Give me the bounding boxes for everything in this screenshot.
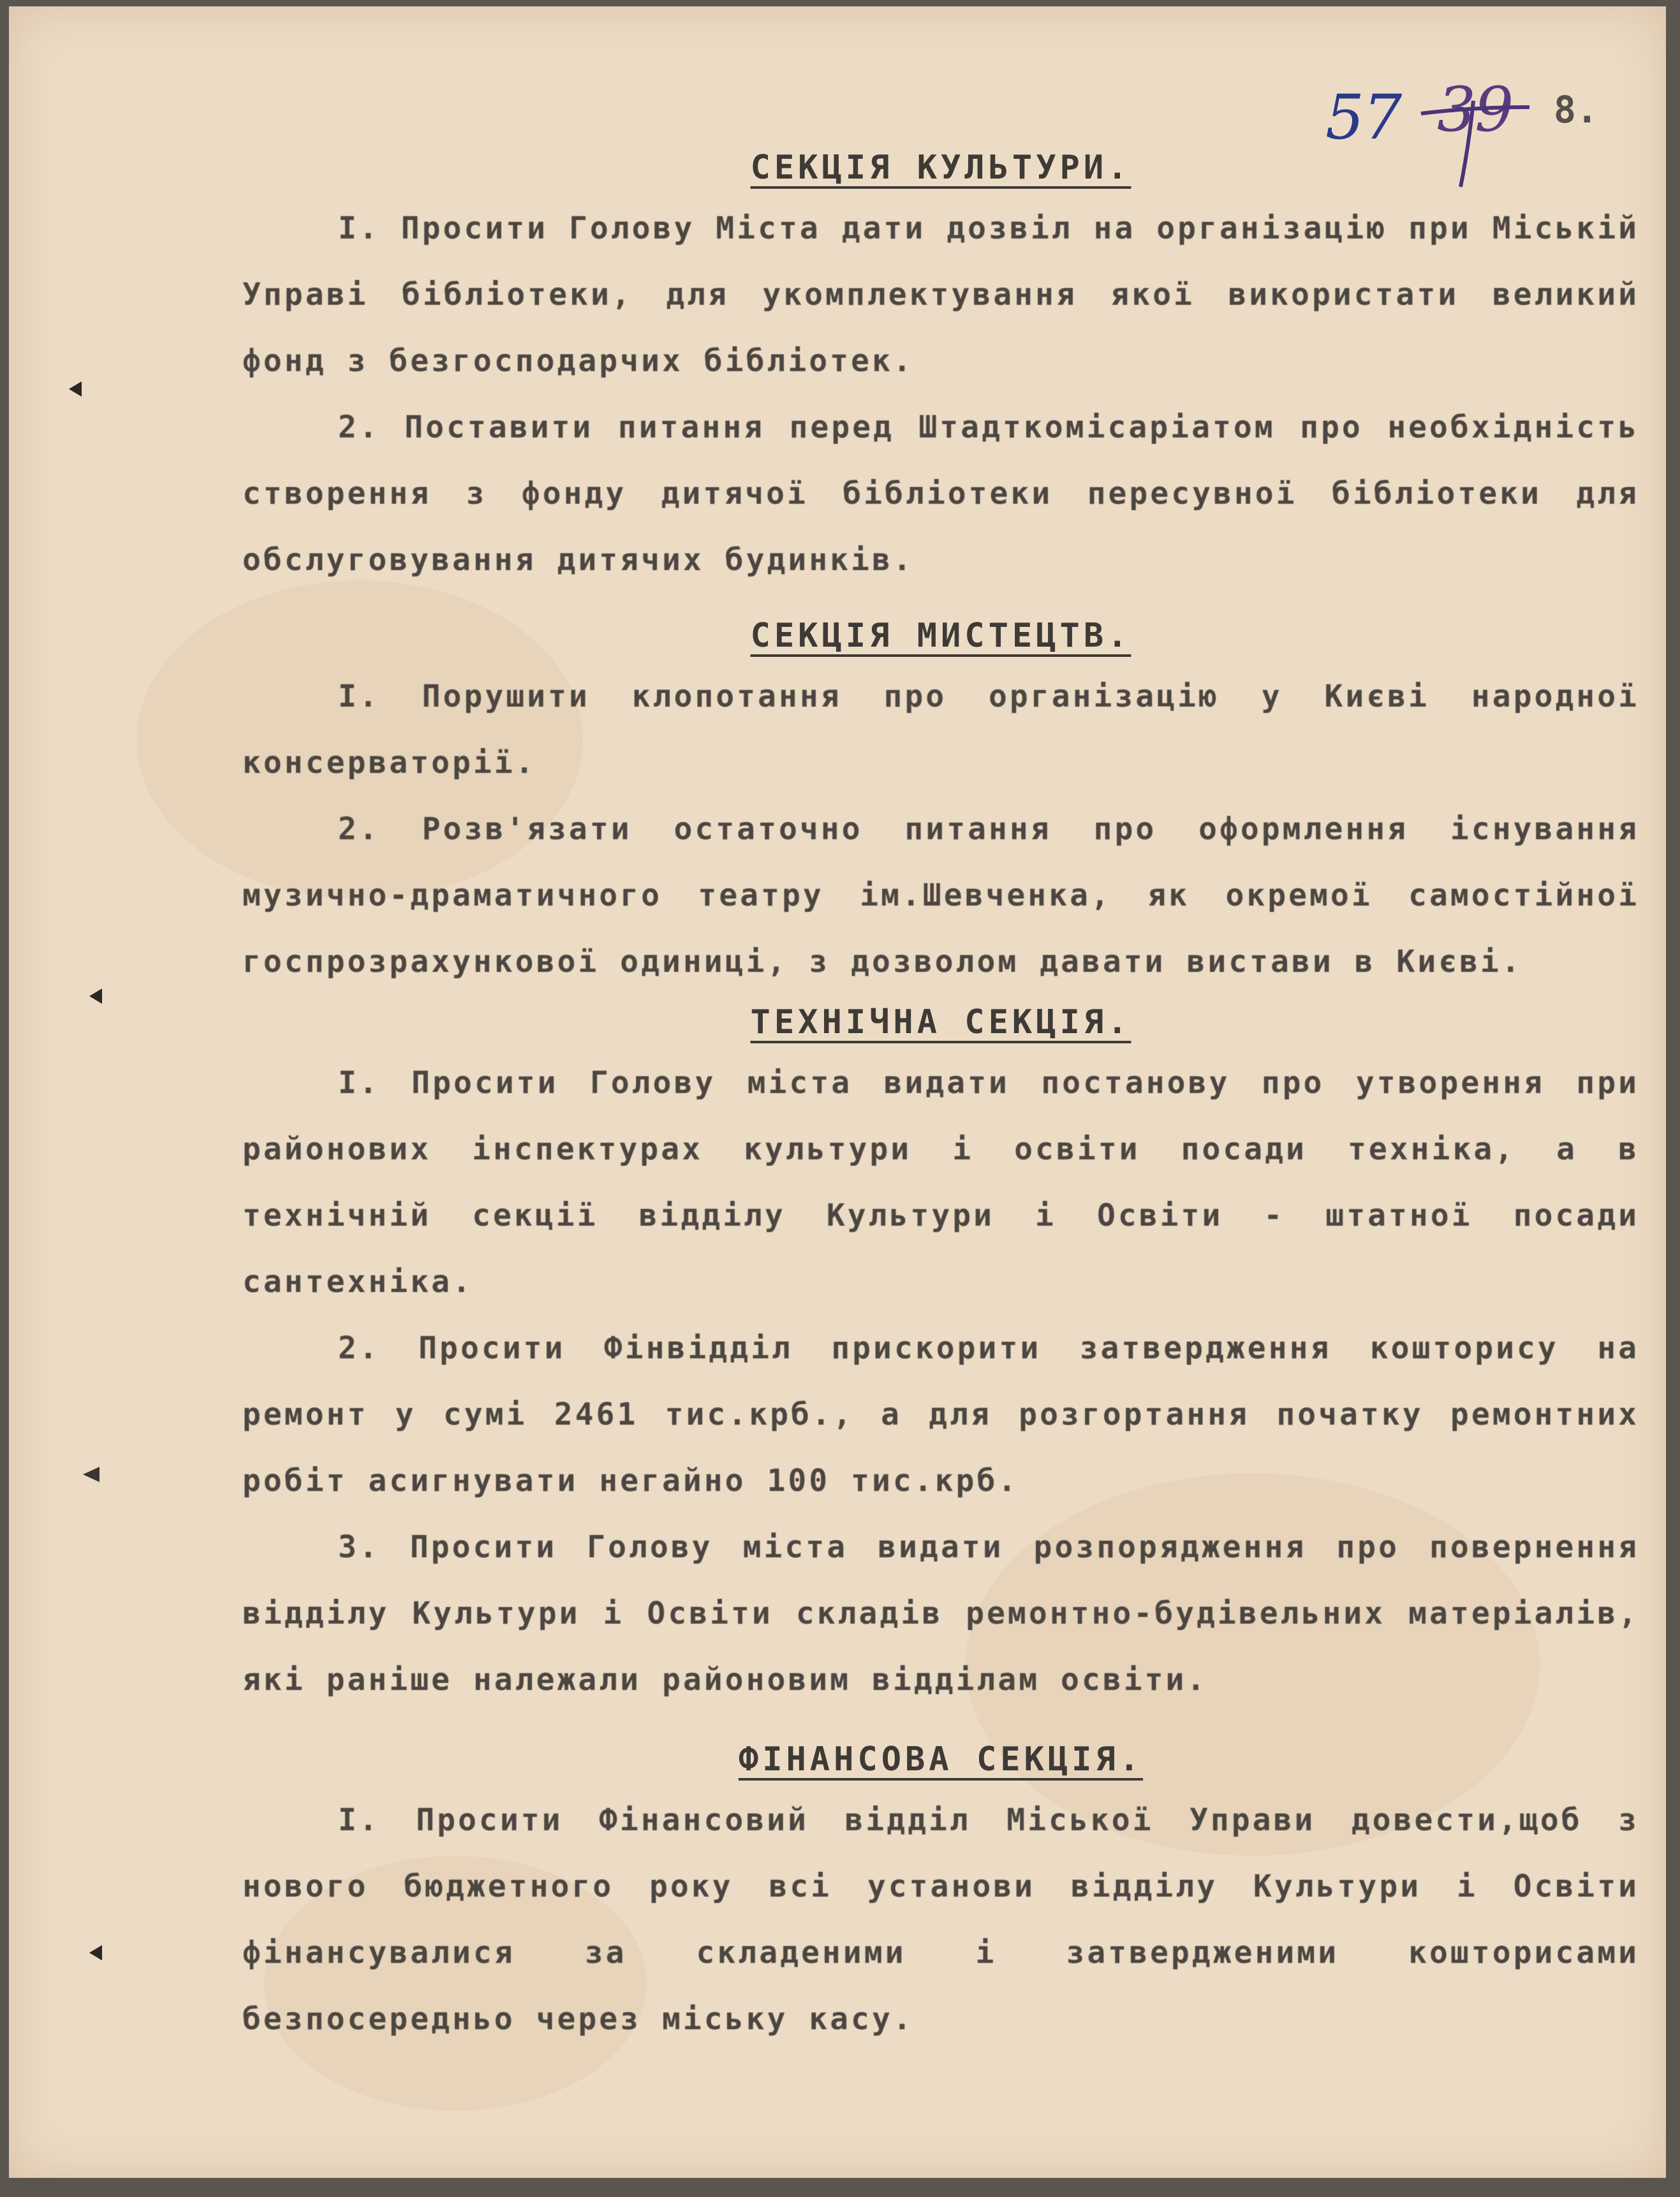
paragraph: 3. Просити Голову міста видати розпорядження про повернення відділу Культури і Освіти складів ремонтно-будівельних матеріалів, які раніше належали районовим відділам освіти.: [242, 1529, 1639, 1698]
paragraph: 2. Розв'язати остаточно питання про оформлення існування музично-драматичного театру ім.Шевченка, як окремої самостійної госпрозрахункової одиниці, з дозволом давати вистави в Києві.: [242, 811, 1639, 980]
folio-number: 57: [1325, 82, 1401, 153]
section-heading: СЕКЦІЯ МИСТЕЦТВ.: [750, 617, 1131, 655]
punch-mark: [89, 1945, 102, 1960]
section-arts: [242, 608, 1639, 995]
paragraph: І. Порушити клопотання про організацію у Києві народної консерваторії.: [242, 679, 1639, 781]
paragraph: 2. Просити Фінвідділ прискорити затвердження кошторису на ремонт у сумі 2461 тис.крб., а для розгортання початку ремонтних робіт асигнувати негайно 100 тис.крб.: [242, 1330, 1639, 1499]
section-technical: [242, 995, 1639, 1713]
section-heading: ТЕХНІЧНА СЕКЦІЯ.: [750, 1003, 1131, 1041]
paragraph: І. Просити Голову Міста дати дозвіл на організацію при Міській Управі бібліотеки, для укомплектування якої використати великий фонд з безгосподарчих бібліотек.: [242, 210, 1639, 379]
punch-mark: [89, 988, 102, 1004]
punch-mark: [69, 381, 82, 397]
punch-mark: [83, 1467, 99, 1482]
section-heading: ФІНАНСОВА СЕКЦІЯ.: [738, 1740, 1144, 1779]
section-culture: [242, 140, 1639, 593]
page-number: 8.: [1554, 88, 1598, 131]
struck-folio-number: 39: [1437, 74, 1513, 145]
paragraph: І. Просити Фінансовий відділ Міської Управи довести,щоб з нового бюджетного року всі установи відділу Культури і Освіти фінансувалися за складеними і затвердженими кошторисами безпосередньо через міську касу.: [242, 1802, 1639, 2037]
section-finance: [242, 1732, 1639, 2052]
section-heading: СЕКЦІЯ КУЛЬТУРИ.: [750, 149, 1131, 187]
paragraph: І. Просити Голову міста видати постанову про утворення при районових інспектурах культури і освіти посади техніка, а в технічній секції відділу Культури і Освіти - штатної посади сантехніка.: [242, 1065, 1639, 1300]
paragraph: 2. Поставити питання перед Штадткомісаріатом про необхідність створення з фонду дитячої бібліотеки пересувної бібліотеки для обслуговування дитячих будинків.: [242, 409, 1639, 578]
document-body: [242, 140, 1639, 2052]
